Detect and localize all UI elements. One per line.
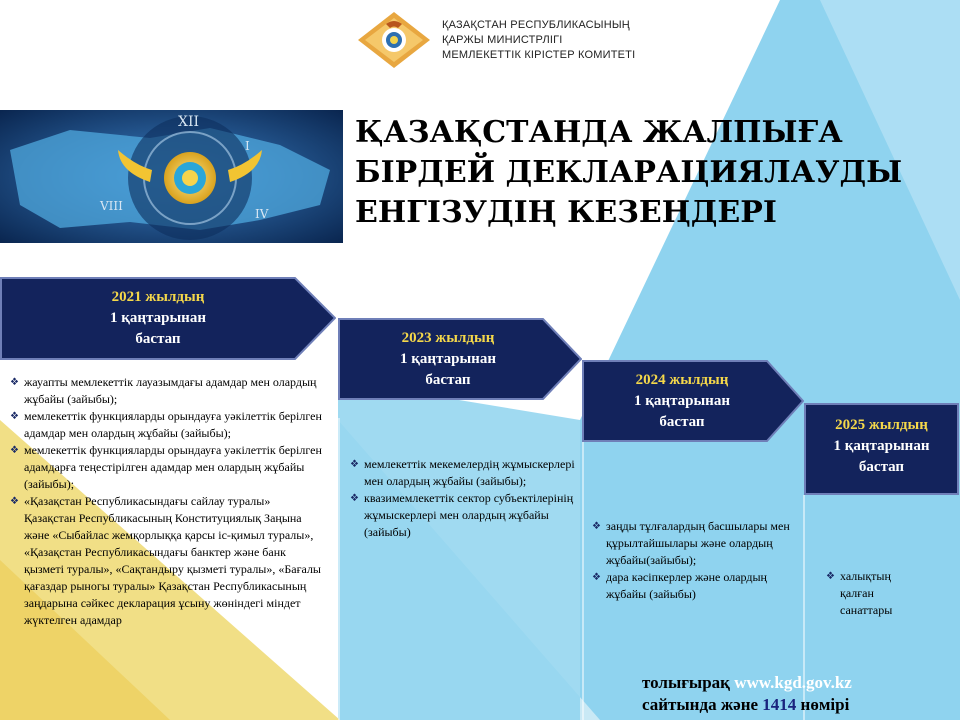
list-item: ❖ жауапты мемлекеттік лауазымдағы адамдар мен олардың жұбайы (зайыбы); xyxy=(10,374,322,408)
stage-year: 2025 жылдың xyxy=(835,417,928,433)
stage-since: бастап xyxy=(135,331,181,347)
stage-year: 2023 жылдың xyxy=(401,330,495,346)
svg-text:XII: XII xyxy=(178,114,200,130)
stage-year: 2021 жылдың xyxy=(111,289,205,305)
title-line-2: БІРДЕЙ ДЕКЛАРАЦИЯЛАУДЫ xyxy=(355,155,903,190)
list-item: ❖ дара кәсіпкерлер және олардың жұбайы (зайыбы) xyxy=(592,569,792,603)
svg-text:I: I xyxy=(245,139,250,153)
website-link[interactable]: www.kgd.gov.kz xyxy=(734,673,852,692)
org-line-1: ҚАЗАҚСТАН РЕСПУБЛИКАСЫНЫҢ xyxy=(442,19,630,31)
stage-badge-text xyxy=(582,370,782,433)
footer-site: сайтында және xyxy=(642,695,759,714)
list-item: ❖ мемлекеттік функцияларды орындауға уәкілеттік берілген адамдарға теңестірілген адамдар мен олардың жұбайы (зайыбы); xyxy=(10,442,322,493)
footer-note xyxy=(642,672,942,716)
stage-badge-text xyxy=(0,287,316,350)
stage-2023-list xyxy=(350,456,575,541)
stage-date: 1 қаңтарынан xyxy=(400,351,496,367)
svg-text:IV: IV xyxy=(255,207,269,221)
title-line-1: ҚАЗАҚСТАНДА ЖАЛПЫҒА xyxy=(355,115,843,150)
stage-year: 2024 жылдың xyxy=(635,372,729,388)
stage-badge-2021 xyxy=(0,277,336,360)
stage-badge-2025 xyxy=(804,403,959,495)
hotline-number: 1414 xyxy=(762,695,797,714)
page-title xyxy=(355,113,915,233)
stage-since: бастап xyxy=(858,459,905,475)
stage-date: 1 қаңтарынан xyxy=(110,310,206,326)
stage-date: 1 қаңтарынан xyxy=(634,393,730,409)
footer-number-suffix: нөмірі xyxy=(800,695,850,714)
ministry-emblem-icon xyxy=(356,10,432,70)
svg-text:VIII: VIII xyxy=(100,199,123,213)
stage-since: бастап xyxy=(659,414,705,430)
list-item: ❖ халықтың қалған санаттары xyxy=(826,568,921,619)
list-item: ❖ «Қазақстан Республикасындағы сайлау туралы» Қазақстан Республикасының Конституциялық Заңына және «Сыбайлас жемқорлыққа қарсы іс-қимыл туралы», «Қазақстан Республикасындағы банктер және банк қызметі туралы», «Сақтандыру қызметі туралы», «Бағалы қағаздар рыногы туралы» Қазақстан Республикасының заңдарына сәйкес декларация ұсыну жөніндегі міндет жүктелген адамдар xyxy=(10,493,322,629)
kazakhstan-map-clock-image xyxy=(0,110,343,243)
stage-since: бастап xyxy=(425,372,471,388)
stage-badge-2023 xyxy=(338,318,582,400)
list-item: ❖ квазимемлекеттік сектор субъектілерінің жұмыскерлері мен олардың жұбайы (зайыбы) xyxy=(350,490,575,541)
list-item: ❖ мемлекеттік функцияларды орындауға уәкілеттік берілген адамдар мен олардың жұбайы (зайыбы); xyxy=(10,408,322,442)
stage-2024-list xyxy=(592,518,792,603)
org-line-3: МЕМЛЕКЕТТІК КІРІСТЕР КОМИТЕТІ xyxy=(442,49,636,61)
footer-more: толығырақ xyxy=(642,673,730,692)
stage-badge-2024 xyxy=(582,360,804,442)
stage-badge-text xyxy=(804,415,959,478)
title-line-3: ЕНГІЗУДІҢ КЕЗЕҢДЕРІ xyxy=(355,195,777,230)
organization-name xyxy=(442,18,702,63)
list-item: ❖ заңды тұлғалардың басшылары мен құрылтайшылары және олардың жұбайы(зайыбы); xyxy=(592,518,792,569)
org-line-2: ҚАРЖЫ МИНИСТРЛІГІ xyxy=(442,34,563,46)
stage-2021-list xyxy=(10,374,322,629)
list-item: ❖ мемлекеттік мекемелердің жұмыскерлері мен олардың жұбайы (зайыбы); xyxy=(350,456,575,490)
stage-badge-text xyxy=(338,328,558,391)
stage-date: 1 қаңтарынан xyxy=(833,438,930,454)
stage-2025-list xyxy=(826,568,921,619)
